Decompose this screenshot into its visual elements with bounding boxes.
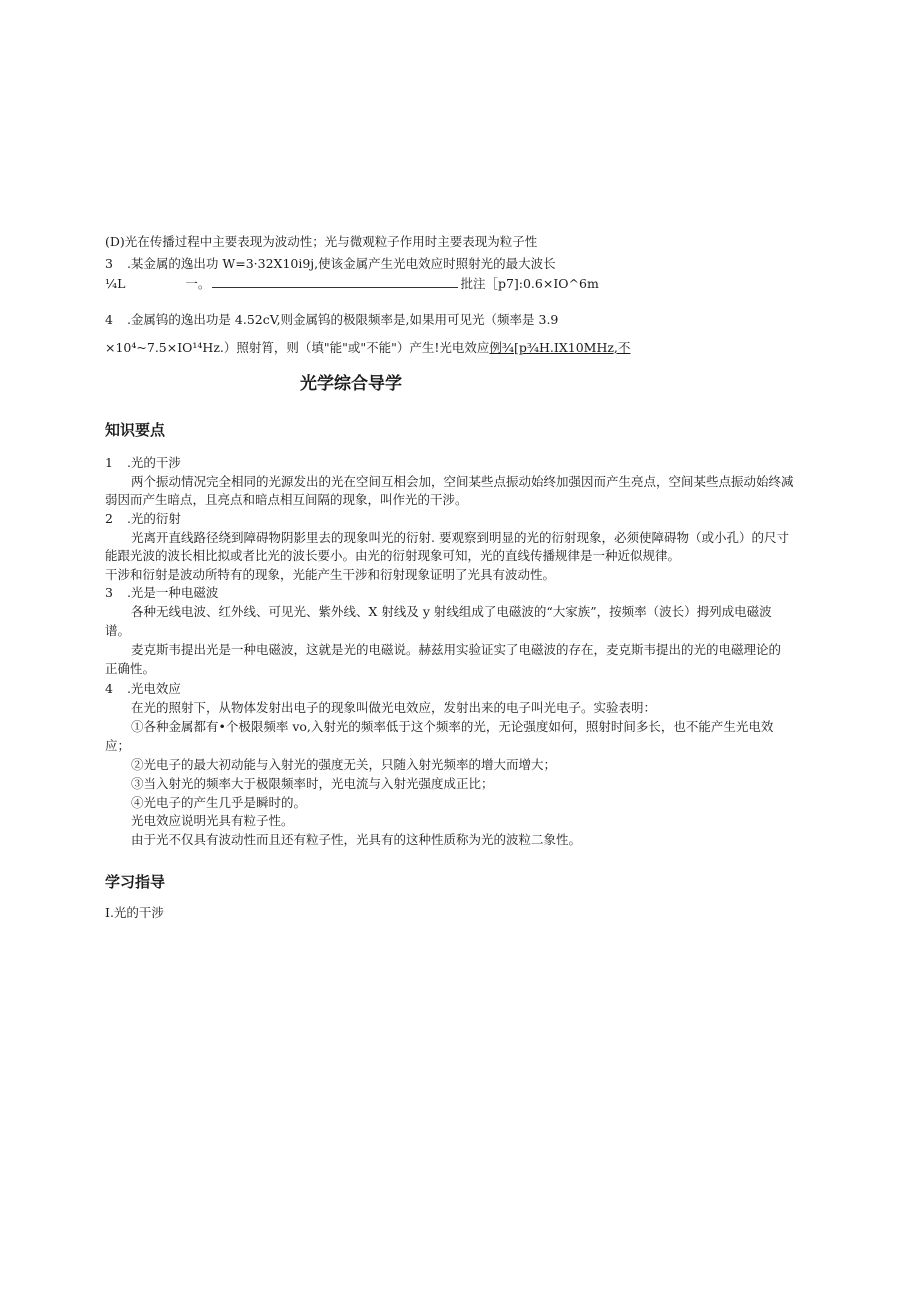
- item-2-number: 2: [105, 511, 113, 526]
- question-4-text-2: ×10⁴~7.5×IO¹⁴Hz.）照射筲，则（填"能"或"不能"）产生!光电效应: [105, 340, 490, 355]
- item-3-title: .光是一种电磁波: [126, 585, 219, 600]
- answer-blank[interactable]: [212, 277, 458, 288]
- question-3-annotation: 批注［p7]:0.6×IO^6m: [460, 276, 599, 291]
- paragraph: 两个振动情况完全相同的光源发出的光在空间互相会加，空间某些点振动始终加强因而产生亮点，空间某些点振动始终减: [131, 474, 794, 489]
- rule-2: ②光电子的最大初动能与入射光的强度无关，只随入射光频率的增大而增大；: [131, 757, 557, 772]
- rule-4: ④光电子的产生几乎是瞬时的。: [131, 795, 307, 810]
- question-3-number: 3: [105, 256, 113, 271]
- question-3-prefix: ¼L: [105, 276, 126, 291]
- paragraph: 正确性。: [105, 661, 156, 676]
- paragraph: 各种无线电波、红外线、可见光、紫外线、X 射线及 y 射线组成了电磁波的“大家族”，按频率（波长）拇列成电磁波: [131, 604, 772, 619]
- item-4-title: .光电效应: [126, 681, 181, 696]
- item-4-heading: [105, 681, 181, 697]
- question-3-mid: 一。: [185, 276, 211, 291]
- question-4-annotation: 例¾[p¾H.IX10MHz,不: [489, 340, 631, 355]
- paragraph: 光离开直线路径绕到障碍物阴影里去的现象叫光的衍射. 要观察到明显的光的衍射现象，必须使障碍物（或小孔）的尺寸: [131, 530, 789, 545]
- item-2-title: .光的衍射: [126, 511, 181, 526]
- item-4-number: 4: [105, 681, 113, 696]
- paragraph: 干涉和衍射是波动所特有的现象，光能产生干涉和衍射现象证明了光具有波动性。: [105, 567, 556, 582]
- section-heading-study-guide: 学习指导: [105, 873, 166, 891]
- page-title: 光学综合导学: [300, 374, 402, 394]
- item-2-heading: [105, 511, 181, 527]
- question-4-number: 4: [105, 312, 113, 327]
- item-1-number: 1: [105, 455, 113, 470]
- item-3-heading: [105, 585, 218, 601]
- question-3-line: [105, 256, 556, 272]
- paragraph: 光电效应说明光具有粒子性。: [131, 813, 294, 828]
- question-3-text: .某金属的逸出功 W=3·32X10i9j,使该金属产生光电效应时照射光的最大波长: [126, 256, 556, 271]
- item-1-heading: [105, 455, 181, 471]
- paragraph: 麦克斯韦提出光是一种电磁波，这就是光的电磁说。赫兹用实验证实了电磁波的存在，麦克斯韦提出的光的电磁理论的: [131, 642, 782, 657]
- rule-1: ①各种金属都有•个极限频率 vo,入射光的频率低于这个频率的光，无论强度如何，照射时间多长，也不能产生光电效: [131, 719, 774, 734]
- paragraph: 能跟光波的波长相比拟或者比光的波长要小。由光的衍射现象可知，光的直线传播规律是一种近似规律。: [105, 548, 681, 563]
- paragraph: 在光的照射下，从物体发射出电子的现象叫做光电效应，发射出来的电子叫光电子。实验表明：: [131, 700, 657, 715]
- item-1-title: .光的干涉: [126, 455, 181, 470]
- paragraph: 谱。: [105, 623, 131, 638]
- paragraph: 由于光不仅具有波动性而且还有粒子性，光具有的这种性质称为光的波粒二象性。: [131, 832, 582, 847]
- question-4-line-2: [105, 340, 630, 356]
- rule-3: ③当入射光的频率大于极限频率时，光电流与入射光强度成正比；: [131, 776, 494, 791]
- question-3-answer-line: [105, 276, 599, 292]
- guide-item-1: I.光的干涉: [105, 905, 164, 920]
- item-3-number: 3: [105, 585, 113, 600]
- section-heading-key-points: 知识要点: [105, 421, 166, 439]
- option-d-line: (D)光在传播过程中主要表现为波动性；光与微观粒子作用时主要表现为粒子性: [105, 234, 538, 249]
- question-4-line: [105, 312, 558, 328]
- rule-1-cont: 应；: [105, 738, 131, 753]
- paragraph: 弱因而产生暗点，且亮点和暗点相互间隔的现象，叫作光的干涉。: [105, 492, 468, 507]
- question-4-text: .金属钨的逸出功是 4.52cV,则金属钨的极限频率是,如果用可见光（频率是 3.9: [126, 312, 559, 327]
